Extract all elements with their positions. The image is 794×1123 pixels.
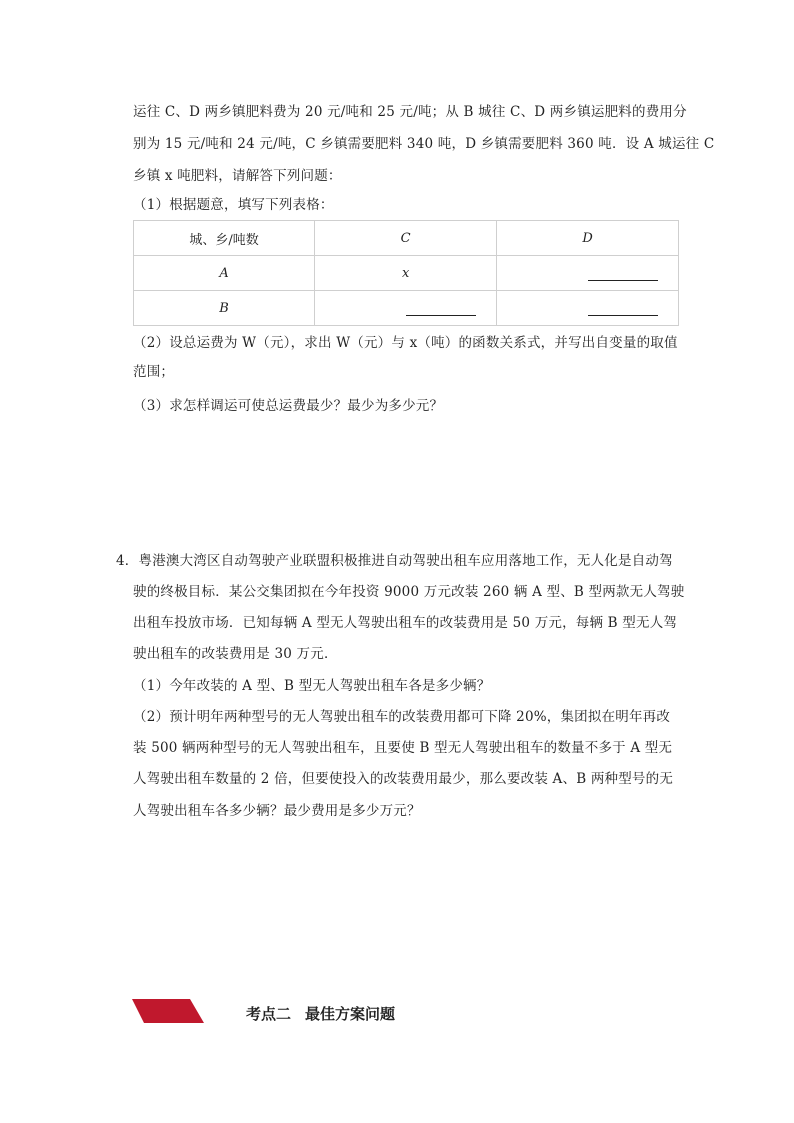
problem4-line-4: 驶出租车的改装费用是 30 万元． [133, 646, 338, 662]
problem4-question-2-line-1: （2）预计明年两种型号的无人驾驶出租车的改装费用都可下降 20%，集团拟在明年再改 [133, 709, 671, 725]
answer-blank[interactable] [588, 266, 658, 281]
problem3-question-1: （1）根据题意，填写下列表格： [133, 197, 334, 213]
problem4-question-2-line-2: 装 500 辆两种型号的无人驾驶出租车，且要使 B 型无人驾驶出租车的数量不多于 A 型无 [133, 740, 673, 756]
table-cell: x [315, 256, 497, 291]
table-header-cell: 城、乡/吨数 [134, 221, 315, 256]
table-header-cell: C [315, 221, 497, 256]
problem3-question-2-line-2: 范围； [133, 364, 175, 380]
table-header-cell: D [497, 221, 679, 256]
problem4-line-3: 出租车投放市场．已知每辆 A 型无人驾驶出租车的改装费用是 50 万元，每辆 B 型无人驾 [133, 615, 678, 631]
problem3-line-2: 别为 15 元/吨和 24 元/吨，C 乡镇需要肥料 340 吨，D 乡镇需要肥料 360 吨．设 A 城运往 C [133, 136, 715, 152]
problem3-question-3: （3）求怎样调运可使总运费最少？最少为多少元？ [133, 398, 444, 414]
section-banner-shape [132, 999, 204, 1023]
allocation-table [133, 220, 679, 326]
problem4-line-1: 4．粤港澳大湾区自动驾驶产业联盟积极推进自动驾驶出租车应用落地工作，无人化是自动驾 [116, 553, 673, 569]
problem4-question-2-line-4: 人驾驶出租车各多少辆？最少费用是多少万元？ [133, 803, 421, 819]
table-header-row [134, 221, 679, 256]
table-cell [315, 291, 497, 326]
section-title [246, 1003, 409, 1024]
table-row [134, 256, 679, 291]
table-cell [497, 256, 679, 291]
answer-blank[interactable] [588, 301, 658, 316]
problem3-line-3: 乡镇 x 吨肥料，请解答下列问题： [133, 168, 342, 184]
section-label: 考点二 [246, 1005, 292, 1023]
problem3-question-2-line-1: （2）设总运费为 W（元），求出 W（元）与 x（吨）的函数关系式，并写出自变量的取值 [133, 335, 678, 351]
problem4-line-2: 驶的终极目标．某公交集团拟在今年投资 9000 万元改装 260 辆 A 型、B 型两款无人驾驶 [133, 584, 685, 600]
section-heading: 最佳方案问题 [305, 1005, 396, 1023]
table-row-label: A [134, 256, 315, 291]
problem4-question-2-line-3: 人驾驶出租车数量的 2 倍，但要使投入的改装费用最少，那么要改装 A、B 两种型号的无 [133, 771, 674, 787]
table-row-label: B [134, 291, 315, 326]
table-row [134, 291, 679, 326]
answer-blank[interactable] [406, 301, 476, 316]
problem4-question-1: （1）今年改装的 A 型、B 型无人驾驶出租车各是多少辆？ [133, 678, 491, 694]
problem3-line-1: 运往 C、D 两乡镇肥料费为 20 元/吨和 25 元/吨；从 B 城往 C、D 两乡镇运肥料的费用分 [133, 104, 687, 120]
table-cell [497, 291, 679, 326]
